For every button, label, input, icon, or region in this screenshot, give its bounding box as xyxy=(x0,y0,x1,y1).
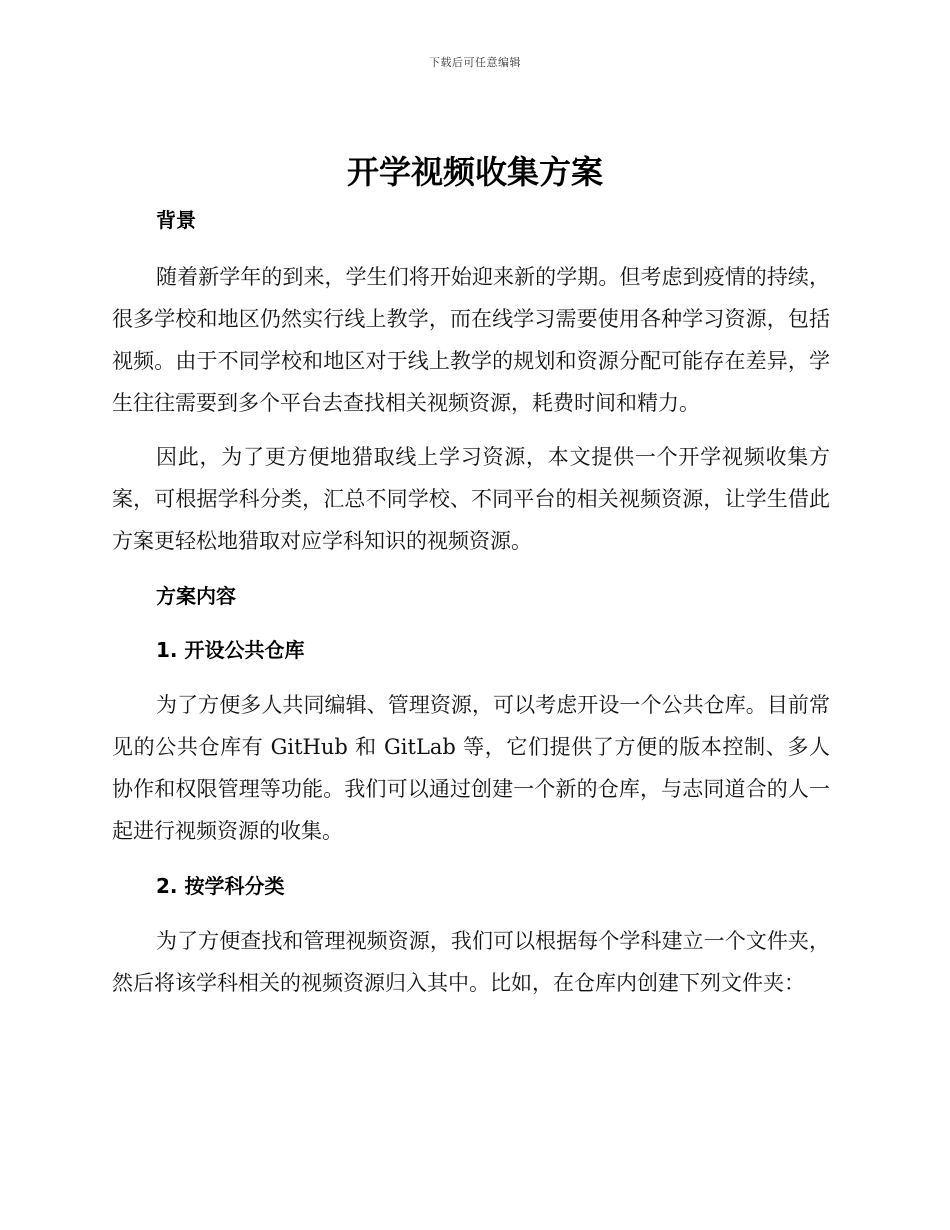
section-heading-step2: 2. 按学科分类 xyxy=(156,874,285,898)
document-body xyxy=(112,200,830,1004)
paragraph-background-2: 因此，为了更方便地猎取线上学习资源，本文提供一个开学视频收集方案，可根据学科分类，汇总不同学校、不同平台的相关视频资源，让学生借此方案更轻松地猎取对应学科知识的视频资源。 xyxy=(112,445,830,553)
section-heading-plan: 方案内容 xyxy=(156,584,236,608)
document-title: 开学视频收集方案 xyxy=(346,153,603,191)
paragraph-step2: 为了方便查找和管理视频资源，我们可以根据每个学科建立一个文件夹，然后将该学科相关的视频资源归入其中。比如，在仓库内创建下列文件夹： xyxy=(112,929,830,995)
section-heading-background: 背景 xyxy=(156,208,196,232)
page-header-note: 下载后可任意编辑 xyxy=(429,56,521,69)
paragraph-step1: 为了方便多人共同编辑、管理资源，可以考虑开设一个公共仓库。目前常见的公共仓库有 GitHub 和 GitLab 等，它们提供了方便的版本控制、多人协作和权限管理等功能。我们可以通过创建一个新的仓库，与志同道合的人一起进行视频资源的收集。 xyxy=(112,693,830,843)
paragraph-background-1: 随着新学年的到来，学生们将开始迎来新的学期。但考虑到疫情的持续，很多学校和地区仍然实行线上教学，而在线学习需要使用各种学习资源，包括视频。由于不同学校和地区对于线上教学的规划和资源分配可能存在差异，学生往往需要到多个平台去查找相关视频资源，耗费时间和精力。 xyxy=(112,265,830,415)
section-heading-step1: 1. 开设公共仓库 xyxy=(156,638,305,662)
